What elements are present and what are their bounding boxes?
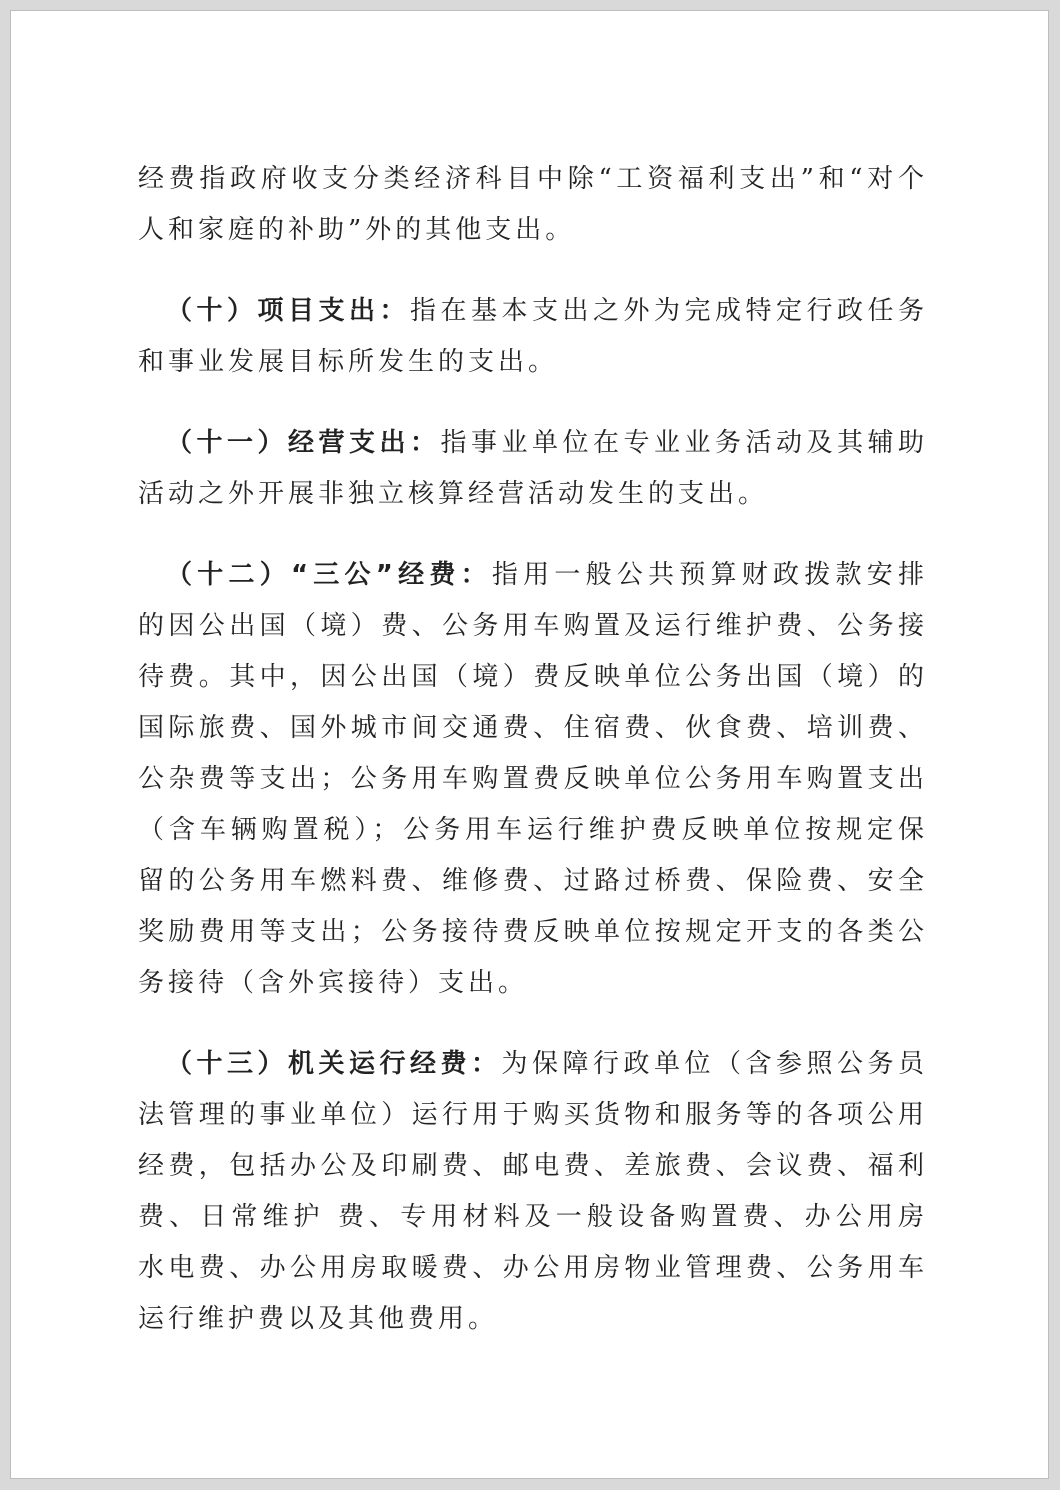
paragraph-agency-operating-funds [138,1039,928,1345]
paragraph-text: 指事业单位在专业业务活动及其辅助活动之外开展非独立核算经营活动发生的支出。 [138,428,928,509]
paragraph-text: 指在基本支出之外为完成特定行政任务和事业发展目标所发生的支出。 [138,296,928,377]
paragraph-heading: （十）项目支出： [166,296,410,326]
paragraph-heading: （十三）机关运行经费： [166,1049,502,1079]
paragraph-continuation [138,154,928,256]
paragraph-project-expenditure [138,286,928,388]
paragraph-heading: （十一）经营支出： [166,428,441,458]
paragraph-heading: （十二）“三公”经费： [166,560,492,590]
paragraph-three-public-expenses [138,550,928,1009]
paragraph-text: 指用一般公共预算财政拨款安排的因公出国（境）费、公务用车购置及运行维护费、公务接待费。其中，因公出国（境）费反映单位公务出国（境）的国际旅费、国外城市间交通费、住宿费、伙食费、培训费、公杂费等支出；公务用车购置费反映单位公务用车购置支出（含车辆购置税）；公务用车运行维护费反映单位按规定保留的公务用车燃料费、维修费、过路过桥费、保险费、安全奖励费用等支出；公务接待费反映单位按规定开支的各类公务接待（含外宾接待）支出。 [138,560,928,998]
document-page [10,10,1049,1479]
paragraph-text: 经费指政府收支分类经济科目中除“工资福利支出”和“对个人和家庭的补助”外的其他支出。 [138,164,928,245]
paragraph-operating-expenditure [138,418,928,520]
document-body [138,154,928,1375]
paragraph-text: 为保障行政单位（含参照公务员法管理的事业单位）运行用于购买货物和服务等的各项公用经费，包括办公及印刷费、邮电费、差旅费、会议费、福利费、日常维护 费、专用材料及一般设备购置费、办公用房水电费、办公用房取暖费、办公用房物业管理费、公务用车运行维护费以及其他费用。 [138,1049,928,1334]
